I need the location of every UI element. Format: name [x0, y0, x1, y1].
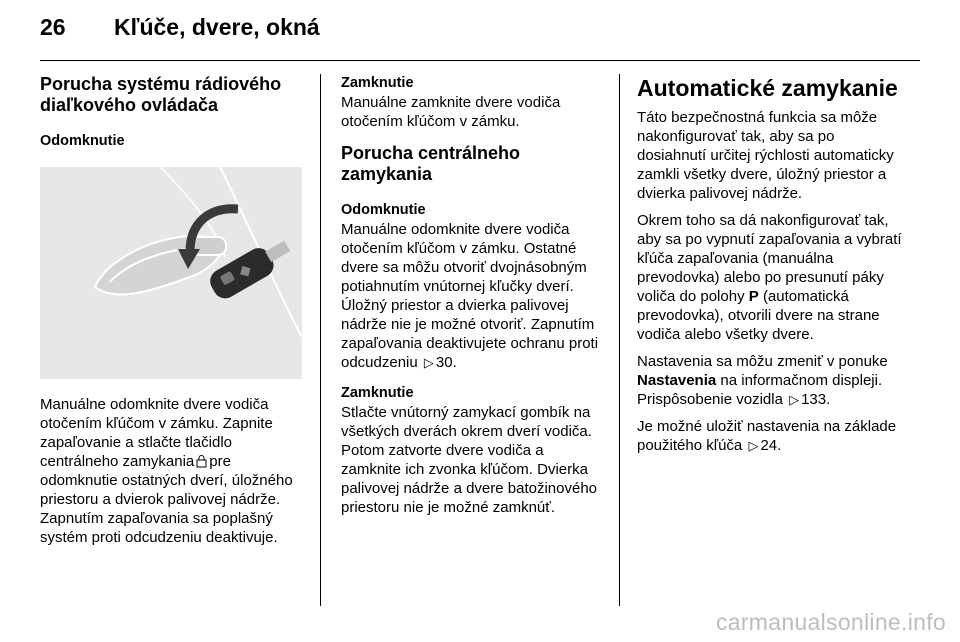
door-handle-illustration — [40, 167, 302, 379]
section-heading-automatic-locking: Automatické zamykanie — [637, 75, 898, 101]
column-divider-1 — [320, 74, 321, 606]
column-1 — [40, 74, 302, 547]
page-reference[interactable]: 30. — [435, 354, 457, 371]
subheading-lock-2: Zamknutie — [341, 385, 414, 401]
lock-instructions: Manuálne zamknite dvere vodiča otočením kľúčom v zámku. — [341, 94, 561, 130]
auto-lock-paragraph-4: Je možné uložiť nastavenia na základe použitého kľúča ▷ 24. — [637, 418, 897, 454]
section-heading-remote-failure: Porucha systému rádiového diaľkového ovládača — [40, 74, 282, 115]
central-lock-icon — [196, 455, 207, 468]
chapter-title: Kľúče, dvere, okná — [114, 14, 320, 40]
door-handle-key-icon — [40, 167, 302, 379]
column-divider-2 — [619, 74, 620, 606]
cross-reference-icon: ▷ — [748, 438, 759, 453]
page-reference[interactable]: 24. — [760, 437, 782, 454]
header-divider — [40, 60, 920, 61]
auto-lock-paragraph-2: Okrem toho sa dá nakonfigurovať tak, aby sa po vypnutí zapaľovania a vybratí kľúča zapaľovania (manuálna prevodovka) alebo po presunutí páky voliča do polohy P (automatická prevodovka), otvorili dvere na strane vodiča alebo všetky dvere. — [637, 212, 902, 343]
lock-instructions-2: Stlačte vnútorný zamykací gombík na všetkých dverách okrem dverí vodiča. Potom zatvorte dvere vodiča a zamknite ich zvonka kľúčom. Dvierka palivovej nádrže a dvere batožinového priestoru nie je možné zamknúť. — [341, 404, 598, 516]
unlock-instructions-2: Manuálne odomknite dvere vodiča otočením kľúčom v zámku. Ostatné dvere sa môžu otvoriť dvojnásobným potiahnutím vnútornej kľučky dverí. Úložný priestor a dvierka palivovej nádrže nie je možné otvoriť. Zapnutím zapaľovania deaktivujete ochranu proti odcudzeniu ▷ 30. — [341, 221, 599, 371]
section-heading-central-lock-failure: Porucha centrálneho zamykania — [341, 143, 521, 184]
subheading-unlock: Odomknutie — [40, 133, 125, 149]
cross-reference-icon: ▷ — [423, 355, 434, 370]
auto-lock-paragraph-3: Nastavenia sa môžu zmeniť v ponuke Nastavenia na informačnom displeji. Prispôsobenie vozidla ▷ 133. — [637, 353, 888, 408]
page-number: 26 — [40, 14, 66, 40]
subheading-lock: Zamknutie — [341, 75, 414, 91]
unlock-instructions: Manuálne odomknite dvere vodiča otočením kľúčom v zámku. Zapnite zapaľovanie a stlačte tlačidlo centrálneho zamykania pre odomknutie ostatných dverí, úložného priestoru a dvierok palivovej nádrže. Zapnutím zapaľovania sa poplašný systém proti odcudzeniu deaktivuje. — [40, 396, 293, 546]
watermark: carmanualsonline.info — [715, 609, 946, 635]
page-reference[interactable]: 133. — [801, 391, 831, 408]
column-2 — [341, 74, 603, 517]
subheading-unlock-2: Odomknutie — [341, 202, 426, 218]
cross-reference-icon: ▷ — [789, 392, 800, 407]
column-3 — [637, 74, 907, 455]
auto-lock-paragraph-1: Táto bezpečnostná funkcia sa môže nakonfigurovať tak, aby sa po dosiahnutí určitej rýchlosti automaticky zamkli všetky dvere, úložný priestor a dvierka palivovej nádrže. — [637, 109, 894, 202]
